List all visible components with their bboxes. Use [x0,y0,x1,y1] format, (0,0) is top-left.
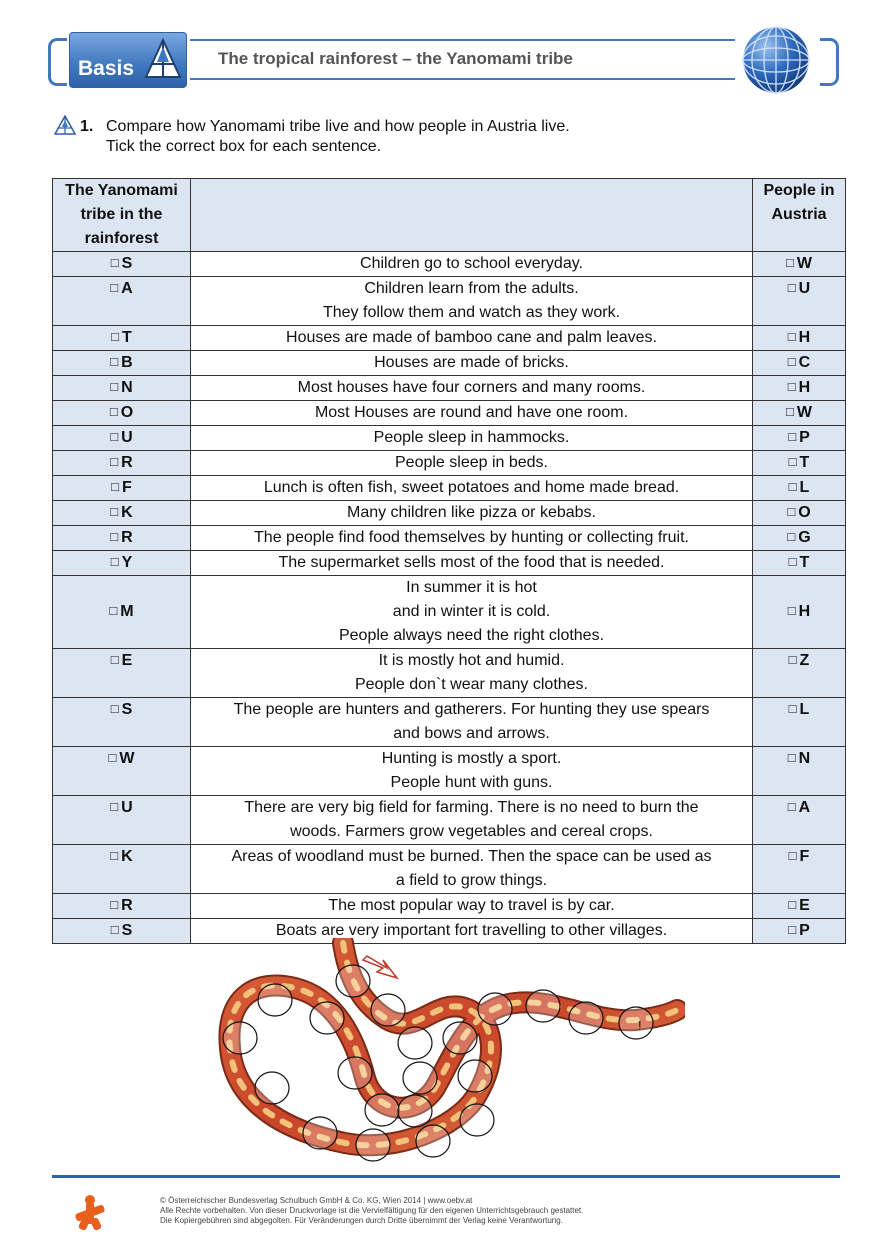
answer-circle[interactable] [336,965,370,997]
answer-circle[interactable] [619,1007,653,1039]
statement-cell [191,649,753,698]
statement-line: The most popular way to travel is by car. [328,897,615,914]
yanomami-option[interactable] [53,252,191,277]
table-row [53,326,846,351]
statement-line: Most Houses are round and have one room. [314,404,629,421]
checkbox-icon[interactable]: □ [787,329,796,344]
answer-circle[interactable] [443,1022,477,1054]
table-row [53,526,846,551]
checkbox-icon[interactable]: □ [788,652,797,667]
option-letter: P [799,429,810,446]
task-instruction-line-1: Compare how Yanomami tribe live and how people in Austria live. [106,118,570,135]
checkbox-icon[interactable]: □ [787,529,796,544]
globe-icon [740,24,812,96]
checkbox-icon[interactable]: □ [111,479,120,494]
statement-cell [191,451,753,476]
checkbox-icon[interactable]: □ [788,848,797,863]
statement-line: Most houses have four corners and many rooms. [297,379,646,396]
yanomami-option[interactable] [53,747,191,796]
yanomami-option[interactable] [53,476,191,501]
header-rule-top [190,39,735,41]
checkbox-icon[interactable]: □ [110,897,119,912]
answer-circle[interactable] [338,1057,372,1089]
table-header-row [53,179,846,252]
yanomami-option[interactable] [53,376,191,401]
copyright-line-2: Alle Rechte vorbehalten. Von dieser Druckvorlage ist die Vervielfältigung für den eigenen Unterrichtsgebrauch gestattet. [160,1206,584,1215]
copyright-line-1: © Österreichischer Bundesverlag Schulbuch GmbH & Co. KG, Wien 2014 | www.oebv.at [160,1196,473,1205]
option-letter: U [121,799,133,816]
austria-option[interactable] [753,845,846,894]
answer-circle[interactable] [460,1104,494,1136]
puzzle-exclamation: ! [638,1018,642,1033]
answer-circle[interactable] [356,1129,390,1161]
option-letter: C [798,354,811,371]
checkbox-icon[interactable]: □ [111,329,120,344]
statement-cell [191,698,753,747]
option-letter: Y [121,554,133,571]
austria-option[interactable] [753,747,846,796]
yanomami-option[interactable] [53,698,191,747]
option-letter: F [122,479,132,496]
statement-cell [191,326,753,351]
table-row [53,426,846,451]
statement-cell [191,526,753,551]
table-row [53,401,846,426]
statement-cell [191,551,753,576]
yanomami-option[interactable] [53,576,191,649]
option-letter: W [119,750,135,767]
statement-cell [191,894,753,919]
option-letter: S [121,922,133,939]
option-letter: R [121,529,133,546]
answer-circle[interactable] [569,1002,603,1034]
statement-line: Houses are made of bricks. [374,354,569,371]
checkbox-icon[interactable]: □ [788,701,797,716]
austria-option[interactable] [753,252,846,277]
option-letter: R [121,454,133,471]
table-row [53,576,846,649]
yanomami-option[interactable] [53,845,191,894]
table-row [53,351,846,376]
checkbox-icon[interactable]: □ [788,454,797,469]
checkbox-icon[interactable]: □ [788,429,797,444]
header-rule-bottom [190,78,735,80]
austria-option[interactable] [753,576,846,649]
table-row [53,894,846,919]
option-letter: G [798,529,811,546]
austria-option[interactable] [753,326,846,351]
statement-line: In summer it is hot [406,579,537,596]
option-letter: R [121,897,133,914]
yanomami-option[interactable] [53,426,191,451]
option-letter: B [121,354,133,371]
answer-circle[interactable] [398,1027,432,1059]
austria-option[interactable] [753,451,846,476]
checkbox-icon[interactable]: □ [110,529,119,544]
option-letter: U [121,429,133,446]
statement-line: Areas of woodland must be burned. Then the space can be used as [231,848,712,865]
comparison-table [52,178,846,944]
option-letter: P [799,922,810,939]
option-letter: T [799,454,810,471]
table-row [53,376,846,401]
checkbox-icon[interactable]: □ [788,922,797,937]
worksheet-title: The tropical rainforest – the Yanomami tribe [218,49,573,68]
option-letter: O [120,404,134,421]
austria-option[interactable] [753,649,846,698]
option-letter: K [121,848,133,865]
checkbox-icon[interactable]: □ [787,750,796,765]
statement-cell [191,845,753,894]
option-letter: H [798,379,811,396]
austria-option[interactable] [753,894,846,919]
checkbox-icon[interactable]: □ [787,504,796,519]
answer-circle[interactable] [303,1117,337,1149]
snake-letter-puzzle [215,938,685,1163]
header-bracket-left [48,38,67,86]
statement-line: People always need the right clothes. [338,627,605,644]
austria-option[interactable] [753,526,846,551]
option-letter: L [799,701,810,718]
answer-circle[interactable] [255,1072,289,1104]
answer-circle[interactable] [365,1094,399,1126]
basis-level-badge [69,32,187,88]
statement-line: Children go to school everyday. [360,255,583,272]
statement-line: The supermarket sells most of the food that is needed. [278,554,665,571]
answer-circle[interactable] [258,984,292,1016]
option-letter: N [121,379,133,396]
austria-option[interactable] [753,351,846,376]
statement-cell [191,277,753,326]
austria-option[interactable] [753,551,846,576]
statement-line: People sleep in beds. [395,454,548,471]
basis-badge-label: Basis [78,57,135,80]
statement-cell [191,426,753,451]
option-letter: E [799,897,810,914]
option-letter: F [799,848,810,865]
yanomami-option[interactable] [53,326,191,351]
statement-cell [191,376,753,401]
statement-line: The people find food themselves by hunting or collecting fruit. [254,529,689,546]
table-row [53,649,846,698]
answer-circle[interactable] [478,993,512,1025]
option-letter: M [120,603,134,620]
option-letter: E [121,652,133,669]
option-letter: S [121,701,133,718]
statement-line: woods. Farmers grow vegetables and cereal crops. [290,823,653,840]
checkbox-icon[interactable]: □ [787,799,796,814]
option-letter: W [796,255,812,272]
table-row [53,747,846,796]
austria-option[interactable] [753,426,846,451]
austria-option[interactable] [753,919,846,944]
option-letter: W [796,404,812,421]
statement-line: There are very big field for farming. There is no need to burn the [244,799,699,816]
table-row [53,698,846,747]
austria-option[interactable] [753,501,846,526]
answer-circle[interactable] [223,1022,257,1054]
statement-line: and bows and arrows. [393,725,550,742]
checkbox-icon[interactable]: □ [787,379,796,394]
answer-circle[interactable] [371,994,405,1026]
statement-cell [191,351,753,376]
checkbox-icon[interactable]: □ [109,404,118,419]
answer-circle[interactable] [526,990,560,1022]
option-letter: O [798,504,811,521]
publisher-logo-icon [70,1192,110,1232]
statement-line: Houses are made of bamboo cane and palm leaves. [286,329,657,346]
yanomami-option[interactable] [53,351,191,376]
checkbox-icon[interactable]: □ [110,799,119,814]
statement-line: People don`t wear many clothes. [354,676,588,693]
statement-cell [191,476,753,501]
table-row [53,551,846,576]
statement-line: People sleep in hammocks. [373,429,570,446]
header-yanomami: The Yanomami tribe in the rainforest [53,179,191,252]
statement-cell [191,796,753,845]
checkbox-icon[interactable]: □ [788,897,797,912]
yanomami-option[interactable] [53,526,191,551]
checkbox-icon[interactable]: □ [108,750,117,765]
statement-cell [191,252,753,277]
option-letter: T [799,554,810,571]
table-row [53,501,846,526]
austria-option[interactable] [753,698,846,747]
checkbox-icon[interactable]: □ [787,354,796,369]
statement-line: Many children like pizza or kebabs. [346,504,596,521]
austria-option[interactable] [753,796,846,845]
statement-line: People hunt with guns. [390,774,553,791]
table-row [53,277,846,326]
statement-line: a field to grow things. [395,872,548,889]
option-letter: N [798,750,811,767]
checkbox-icon[interactable]: □ [787,280,796,295]
option-letter: A [121,280,133,297]
statement-cell [191,501,753,526]
yanomami-option[interactable] [53,277,191,326]
checkbox-icon[interactable]: □ [110,454,119,469]
statement-line: It is mostly hot and humid. [378,652,565,669]
austria-option[interactable] [753,401,846,426]
checkbox-icon[interactable]: □ [788,479,797,494]
header-austria: People in Austria [753,179,846,252]
statement-cell [191,747,753,796]
checkbox-icon[interactable]: □ [110,255,119,270]
table-body [53,252,846,944]
copyright-notice [160,1196,583,1226]
yanomami-option[interactable] [53,796,191,845]
option-letter: A [798,799,811,816]
statement-line: Boats are very important fort travelling to other villages. [275,922,668,939]
checkbox-icon[interactable]: □ [110,354,119,369]
checkbox-icon[interactable]: □ [788,554,797,569]
austria-option[interactable] [753,376,846,401]
austria-option[interactable] [753,277,846,326]
yanomami-option[interactable] [53,501,191,526]
option-letter: U [798,280,811,297]
checkbox-icon[interactable]: □ [110,429,119,444]
option-letter: L [799,479,810,496]
statement-line: They follow them and watch as they work. [322,304,621,321]
option-letter: K [121,504,133,521]
header-statements [191,179,753,252]
answer-circle[interactable] [458,1060,492,1092]
statement-line: and in winter it is cold. [392,603,551,620]
checkbox-icon[interactable]: □ [109,603,118,618]
austria-option[interactable] [753,476,846,501]
checkbox-icon[interactable]: □ [110,554,119,569]
checkbox-icon[interactable]: □ [110,701,119,716]
yanomami-option[interactable] [53,451,191,476]
level-triangle-icon [144,37,182,81]
yanomami-option[interactable] [53,894,191,919]
header-bracket-right [820,38,839,86]
option-letter: T [122,329,132,346]
checkbox-icon[interactable]: □ [110,379,119,394]
yanomami-option[interactable] [53,401,191,426]
checkbox-icon[interactable]: □ [787,603,796,618]
yanomami-option[interactable] [53,649,191,698]
checkbox-icon[interactable]: □ [110,504,119,519]
statement-cell [191,401,753,426]
yanomami-option[interactable] [53,919,191,944]
checkbox-icon[interactable]: □ [786,404,794,419]
statement-line: Children learn from the adults. [364,280,579,297]
task-level-icon [54,115,76,135]
footer-rule [52,1175,840,1178]
task-number: 1. [80,118,94,135]
checkbox-icon[interactable]: □ [110,280,119,295]
answer-circle[interactable] [310,1002,344,1034]
checkbox-icon[interactable]: □ [110,652,119,667]
option-letter: S [121,255,133,272]
statement-line: The people are hunters and gatherers. For hunting they use spears [233,701,710,718]
table-row [53,796,846,845]
statement-line: Hunting is mostly a sport. [381,750,562,767]
table-row [53,476,846,501]
table-row [53,252,846,277]
table-row [53,845,846,894]
checkbox-icon[interactable]: □ [786,255,794,270]
table-row [53,451,846,476]
statement-line: Lunch is often fish, sweet potatoes and home made bread. [263,479,680,496]
option-letter: H [798,329,811,346]
checkbox-icon[interactable]: □ [110,848,119,863]
answer-circle[interactable] [403,1062,437,1094]
statement-cell [191,576,753,649]
copyright-line-3: Die Kopiergebühren sind abgegolten. Für Veränderungen durch Dritte übernimmt der Verlag keine Verantwortung. [160,1216,563,1225]
answer-circle[interactable] [398,1095,432,1127]
checkbox-icon[interactable]: □ [110,922,119,937]
task-instruction-line-2: Tick the correct box for each sentence. [106,138,382,155]
yanomami-option[interactable] [53,551,191,576]
option-letter: H [798,603,811,620]
answer-circle[interactable] [416,1125,450,1157]
option-letter: Z [799,652,810,669]
